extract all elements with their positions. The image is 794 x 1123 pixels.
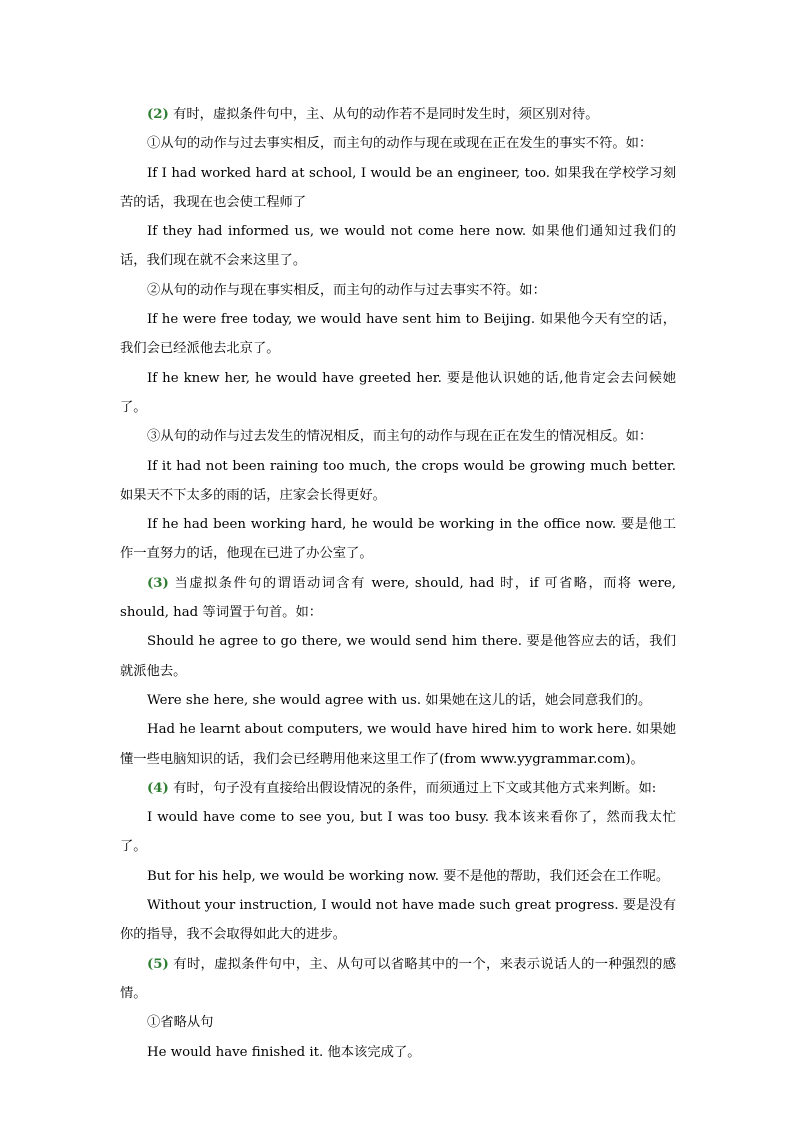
paragraph [120,100,676,129]
paragraph [120,217,676,276]
item-number: (5) [147,956,169,972]
paragraph [120,803,676,862]
paragraph [120,569,676,628]
paragraph-text: If he knew her, he would have greeted her. 要是他认识她的话,他肯定会去问候她了。 [120,370,676,415]
paragraph [120,159,676,218]
paragraph-text: ①省略从句 [147,1015,214,1031]
paragraph-text: If I had worked hard at school, I would be an engineer, too. 如果我在学校学习刻苦的话，我现在也会使工程师了 [120,165,676,210]
paragraph-text: If he had been working hard, he would be working in the office now. 要是他工作一直努力的话，他现在已进了办公室了。 [120,517,676,562]
paragraph [120,686,676,715]
paragraph [120,950,676,1009]
item-number: (4) [147,780,169,796]
paragraph-text: If they had informed us, we would not come here now. 如果他们通知过我们的话，我们现在就不会来这里了。 [120,224,676,269]
paragraph [120,627,676,686]
paragraph-text: ③从句的动作与过去发生的情况相反，而主句的动作与现在正在发生的情况相反。如： [147,429,653,445]
document-page [120,100,676,1067]
paragraph-text: ②从句的动作与现在事实相反，而主句的动作与过去事实不符。如： [147,282,546,298]
paragraph [120,862,676,891]
paragraph-text: Were she here, she would agree with us. 如果她在这儿的话，她会同意我们的。 [147,692,652,708]
paragraph-text: Without your instruction, I would not have made such great progress. 要是没有你的指导，我不会取得如此大的进步。 [120,898,676,943]
paragraph [120,715,676,774]
paragraph-text: ①从句的动作与过去事实相反，而主句的动作与现在或现在正在发生的事实不符。如： [147,136,653,152]
paragraph [120,1038,676,1067]
paragraph-text: 当虚拟条件句的谓语动词含有 were, should, had 时，if 可省略，而将 were, should, had 等词置于句首。如： [120,575,676,621]
paragraph [120,364,676,423]
paragraph-text: I would have come to see you, but I was too busy. 我本该来看你了，然而我太忙了。 [120,810,676,855]
paragraph-text: But for his help, we would be working now. 要不是他的帮助，我们还会在工作呢。 [147,868,670,884]
paragraph [120,510,676,569]
paragraph [120,276,676,305]
paragraph-text: He would have finished it. 他本该完成了。 [147,1044,421,1060]
paragraph-text: If it had not been raining too much, the crops would be growing much better. 如果天不下太多的雨的话，庄家会长得更好。 [120,458,676,503]
paragraph [120,1008,676,1037]
item-number: (2) [147,107,169,122]
paragraph-text: Should he agree to go there, we would send him there. 要是他答应去的话，我们就派他去。 [120,634,676,679]
paragraph [120,891,676,950]
paragraph [120,452,676,511]
paragraph-text: 有时，虚拟条件句中，主、从句可以省略其中的一个，来表示说话人的一种强烈的感情。 [120,956,676,1001]
paragraph-text: Had he learnt about computers, we would have hired him to work here. 如果她懂一些电脑知识的话，我们会已经聘用他来这里工作了(from www.yygrammar.com)。 [120,722,676,767]
paragraph-text: 有时，虚拟条件句中，主、从句的动作若不是同时发生时，须区别对待。 [168,107,599,122]
paragraph [120,129,676,158]
paragraph-text: If he were free today, we would have sent him to Beijing. 如果他今天有空的话，我们会已经派他去北京了。 [120,312,676,357]
paragraph [120,422,676,451]
paragraph [120,305,676,364]
item-number: (3) [147,575,169,591]
paragraph-text: 有时，句子没有直接给出假设情况的条件，而须通过上下文或其他方式来判断。如: [168,780,657,796]
paragraph [120,774,676,803]
